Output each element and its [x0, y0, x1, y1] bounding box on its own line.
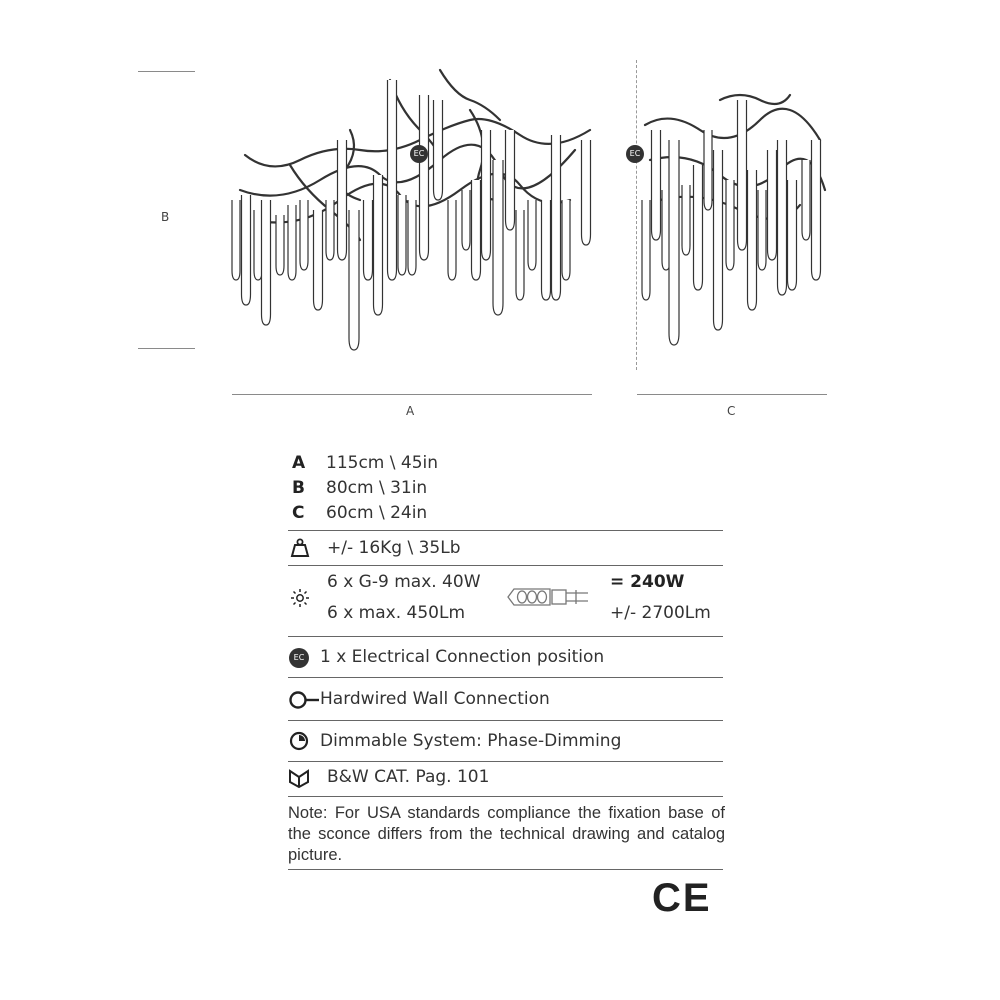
- crystal-drop: [482, 130, 491, 260]
- crystal-drop: [726, 180, 734, 270]
- electrical-connection-text: 1 x Electrical Connection position: [320, 647, 605, 667]
- crystal-drop: [276, 215, 284, 275]
- dimmer-icon: [289, 731, 309, 751]
- crystal-drop: [562, 200, 570, 280]
- electrical-connection-icon: EC: [289, 648, 309, 668]
- crystal-drop: [748, 170, 757, 310]
- crystal-drop: [254, 210, 262, 280]
- light-sun-icon: [290, 588, 310, 608]
- ce-mark-icon: CE: [652, 876, 712, 920]
- crystal-drop: [788, 180, 797, 290]
- crystal-drop: [802, 160, 810, 240]
- crystal-drop: [398, 195, 406, 275]
- crystal-drop: [288, 205, 296, 280]
- catalog-logo-icon: [289, 768, 309, 788]
- crystal-drop: [448, 200, 456, 280]
- crystal-drop: [582, 140, 591, 245]
- crystal-drop: [300, 200, 308, 270]
- total-lumens: +/- 2700Lm: [610, 603, 711, 623]
- crystal-drop: [542, 200, 551, 300]
- dimension-b-label: B: [161, 210, 170, 224]
- spec-letter-b: B: [292, 478, 305, 498]
- branch: [720, 95, 790, 104]
- branch: [440, 70, 500, 120]
- crystal-drop: [364, 200, 373, 280]
- weight-icon: [290, 538, 310, 558]
- crystal-drop: [642, 200, 650, 300]
- catalog-text: B&W CAT. Pag. 101: [327, 767, 490, 787]
- crystal-drop: [738, 100, 747, 250]
- spec-row-c: [288, 503, 723, 525]
- crystal-drop: [242, 195, 251, 305]
- crystal-drop: [388, 80, 397, 280]
- spec-letter-c: C: [292, 503, 305, 523]
- crystal-drop: [420, 95, 429, 260]
- separator: [288, 720, 723, 721]
- crystal-drop: [528, 200, 536, 270]
- dimension-a-label: A: [406, 404, 415, 418]
- compliance-note: Note: For USA standards compliance the fixation base of the sconce differs from the technical drawing and catalog picture.: [288, 804, 725, 864]
- ec-marker-side: EC: [626, 145, 644, 163]
- crystal-drop: [758, 190, 766, 270]
- separator: [288, 677, 723, 678]
- crystal-drop: [652, 130, 661, 240]
- branch: [240, 145, 575, 196]
- crystal-drop: [552, 135, 561, 300]
- crystal-drop: [704, 130, 712, 210]
- crystal-drop: [493, 160, 503, 315]
- crystal-drop: [462, 190, 470, 250]
- spec-letter-a: A: [292, 453, 306, 473]
- wall-connection-icon: [288, 690, 320, 710]
- spec-row-b: [288, 478, 723, 500]
- crystal-drop: [349, 210, 359, 350]
- crystal-drop: [338, 140, 347, 260]
- g9-bulb-icon: [506, 585, 590, 609]
- branch: [645, 109, 820, 140]
- wall-connection-text: Hardwired Wall Connection: [320, 689, 550, 709]
- bulbs-line: 6 x G-9 max. 40W: [327, 572, 481, 592]
- separator: [288, 796, 723, 797]
- crystal-drop: [374, 175, 383, 315]
- dimension-c-label: C: [727, 404, 736, 418]
- spec-row-a: [288, 453, 723, 475]
- separator: [288, 565, 723, 566]
- separator: [288, 761, 723, 762]
- crystal-drop: [778, 140, 787, 295]
- crystal-drop: [516, 210, 524, 300]
- spec-value-a: 115cm \ 45in: [326, 453, 439, 473]
- crystal-drop: [812, 140, 821, 280]
- crystal-drop: [408, 200, 416, 275]
- crystal-drop: [506, 130, 515, 230]
- spec-value-c: 60cm \ 24in: [326, 503, 428, 523]
- spec-value-b: 80cm \ 31in: [326, 478, 428, 498]
- total-watts: = 240W: [610, 572, 685, 592]
- crystal-drop: [768, 150, 777, 260]
- separator: [288, 869, 723, 870]
- separator: [288, 530, 723, 531]
- crystal-drop: [694, 165, 703, 290]
- ec-marker-front: EC: [410, 145, 428, 163]
- crystal-drop: [232, 200, 240, 280]
- crystal-drop: [434, 100, 443, 200]
- separator: [288, 636, 723, 637]
- crystal-drop: [262, 200, 271, 325]
- crystal-drop: [682, 185, 690, 255]
- lumens-line: 6 x max. 450Lm: [327, 603, 466, 623]
- crystal-drop: [714, 150, 723, 330]
- crystal-drop: [314, 210, 323, 310]
- crystal-drop: [669, 140, 679, 345]
- dimmable-text: Dimmable System: Phase-Dimming: [320, 731, 622, 751]
- crystal-drop: [326, 200, 334, 260]
- crystal-drop: [472, 180, 481, 280]
- weight-value: +/- 16Kg \ 35Lb: [327, 538, 461, 558]
